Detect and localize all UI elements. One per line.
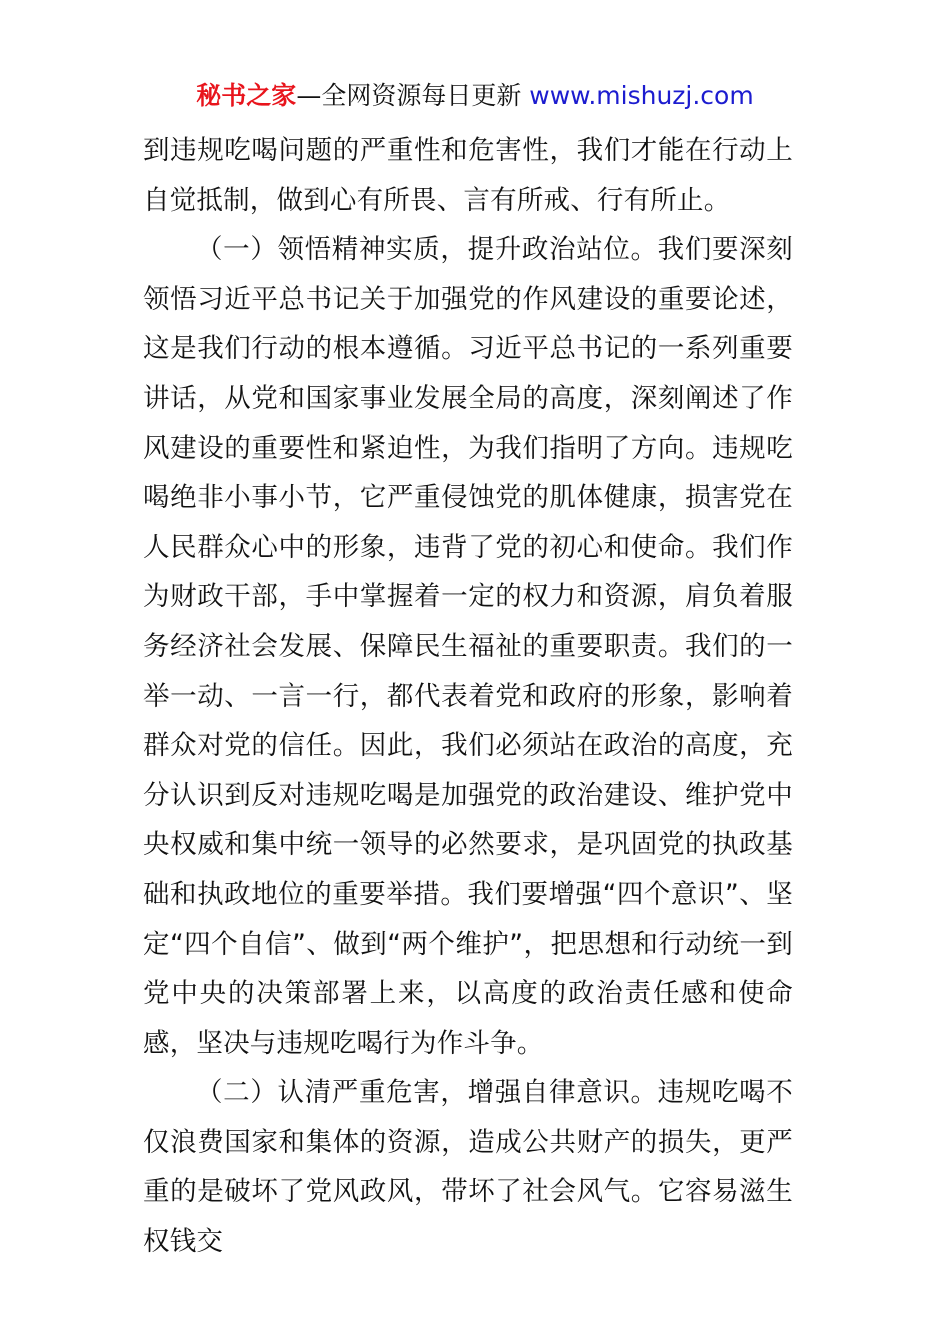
header-tagline: —全网资源每日更新	[296, 81, 522, 110]
document-body	[143, 126, 793, 1267]
paragraph-continuation: 到违规吃喝问题的严重性和危害性，我们才能在行动上自觉抵制，做到心有所畏、言有所戒、行有所止。	[143, 135, 793, 216]
paragraph-section-two: （二）认清严重危害，增强自律意识。违规吃喝不仅浪费国家和集体的资源，造成公共财产的损失，更严重的是破坏了党风政风，带坏了社会风气。它容易滋生权钱交	[143, 1077, 793, 1258]
brand-name: 秘书之家	[196, 81, 297, 110]
site-url-link[interactable]: www.mishuzj.com	[529, 81, 754, 110]
site-header	[0, 78, 950, 114]
paragraph-section-one: （一）领悟精神实质，提升政治站位。我们要深刻领悟习近平总书记关于加强党的作风建设的重要论述，这是我们行动的根本遵循。习近平总书记的一系列重要讲话，从党和国家事业发展全局的高度，深刻阐述了作风建设的重要性和紧迫性，为我们指明了方向。违规吃喝绝非小事小节，它严重侵蚀党的肌体健康，损害党在人民群众心中的形象，违背了党的初心和使命。我们作为财政干部，手中掌握着一定的权力和资源，肩负着服务经济社会发展、保障民生福祉的重要职责。我们的一举一动、一言一行，都代表着党和政府的形象，影响着群众对党的信任。因此，我们必须站在政治的高度，充分认识到反对违规吃喝是加强党的政治建设、维护党中央权威和集中统一领导的必然要求，是巩固党的执政基础和执政地位的重要举措。我们要增强“四个意识”、坚定“四个自信”、做到“两个维护”，把思想和行动统一到党中央的决策部署上来，以高度的政治责任感和使命感，坚决与违规吃喝行为作斗争。	[143, 234, 793, 1059]
